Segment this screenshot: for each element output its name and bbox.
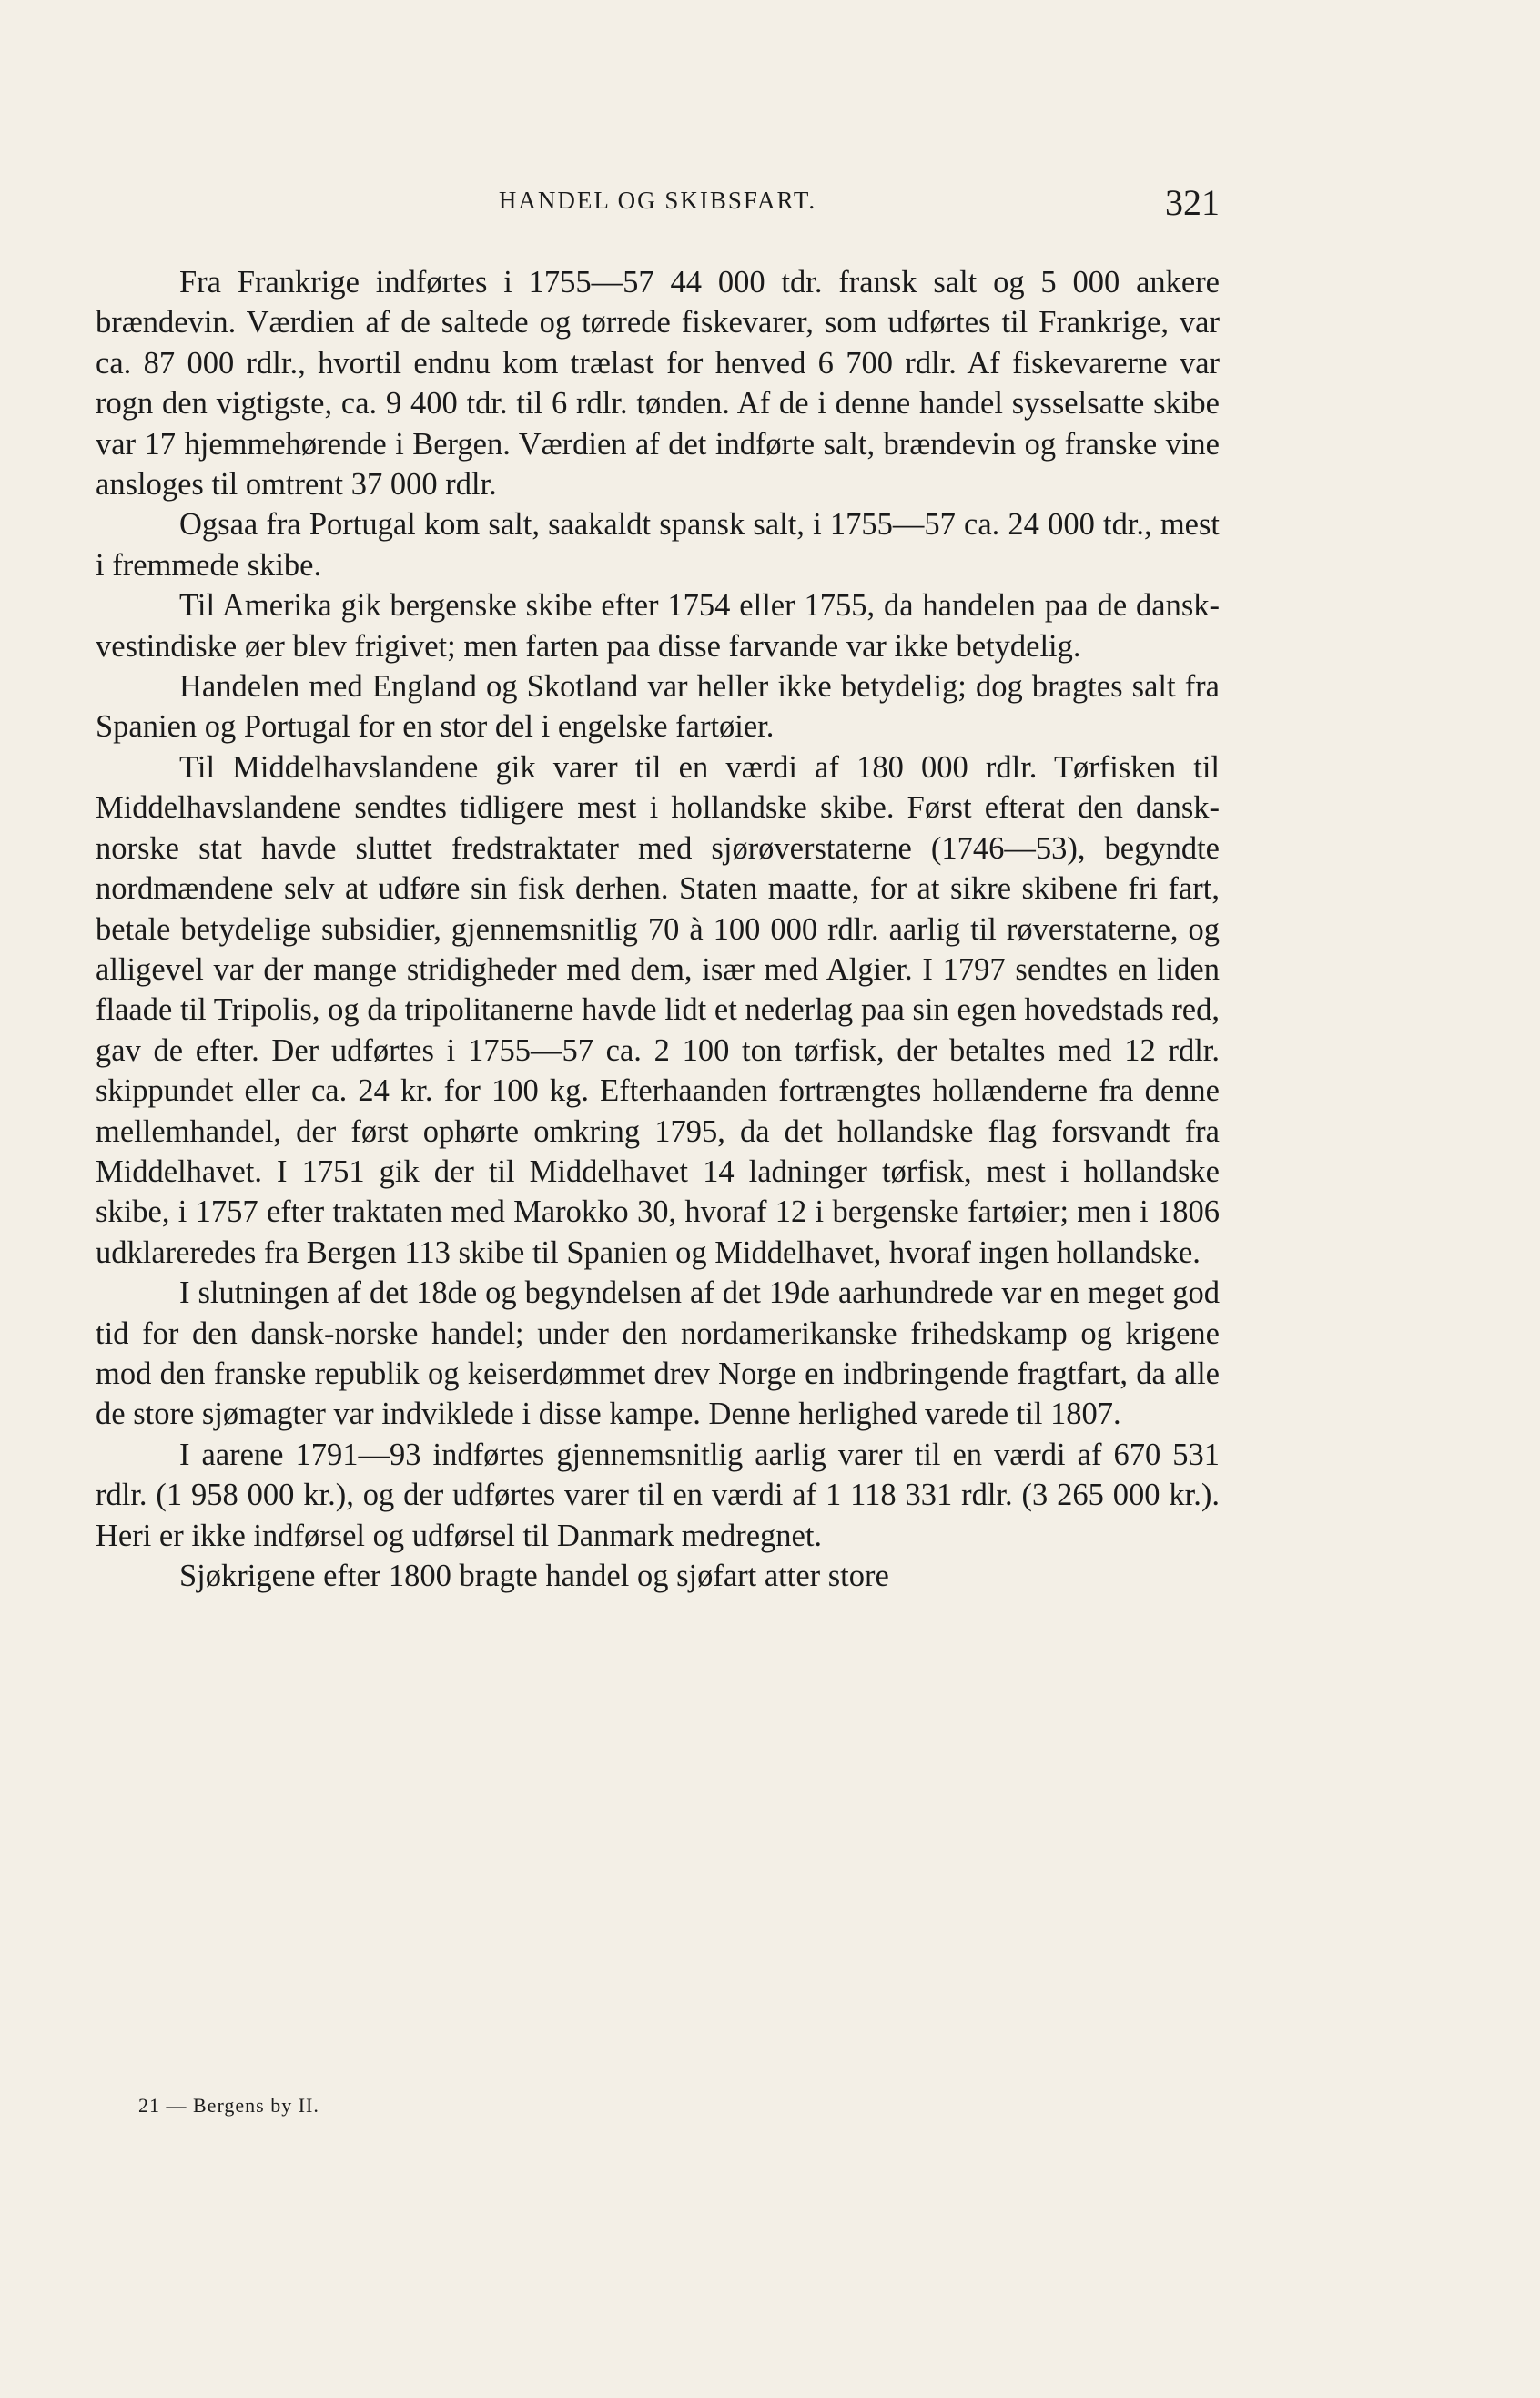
paragraph: I slutningen af det 18de og begyndelsen af det 19de aarhundrede var en meget god tid for den dansk-norske handel; under den nordamerikanske frihedskamp og krigene mod den franske republik og keiserdømmet drev Norge en indbringende fragtfart, da alle de store sjømagter var indviklede i disse kampe. Denne herlighed varede til 1807. [96,1275,1220,1432]
paragraph: Fra Frankrige indførtes i 1755—57 44 000 tdr. fransk salt og 5 000 ankere brændevin. Værdien af de saltede og tørrede fiskevarer, som udførtes til Frankrige, var ca. 87 000 rdlr., hvortil endnu kom trælast for henved 6 700 rdlr. Af fiskevarerne var rogn den vigtigste, ca. 9 400 tdr. til 6 rdlr. tønden. Af de i denne handel sysselsatte skibe var 17 hjemmehørende i Bergen. Værdien af det indførte salt, brændevin og franske vine ansloges til omtrent 37 000 rdlr. [96,265,1220,503]
paragraph: Til Amerika gik bergenske skibe efter 1754 eller 1755, da handelen paa de dansk-vestindiske øer blev frigivet; men farten paa disse farvande var ikke betydelig. [96,588,1220,664]
running-title: HANDEL OG SKIBSFART. [498,187,817,214]
signature-mark: 21 — Bergens by II. [138,2094,319,2117]
paragraph: I aarene 1791—93 indførtes gjennemsnitlig aarlig varer til en værdi af 670 531 rdlr. (1 958 000 kr.), og der udførtes varer til en værdi af 1 118 331 rdlr. (3 265 000 kr.). Heri er ikke indførsel og udførsel til Danmark medregnet. [96,1437,1220,1553]
paragraph: Sjøkrigene efter 1800 bragte handel og sjøfart atter store [179,1559,889,1593]
page-number: 321 [1165,182,1220,223]
paragraph: Til Middelhavslandene gik varer til en værdi af 180 000 rdlr. Tørfisken til Middelhavslandene sendtes tidligere mest i hollandske skibe. Først efterat den dansk-norske stat havde sluttet fredstraktater med sjørøverstaterne (1746—53), begyndte nordmændene selv at udføre sin fisk derhen. Staten maatte, for at sikre skibene fri fart, betale betydelige subsidier, gjennemsnitlig 70 à 100 000 rdlr. aarlig til røverstaterne, og alligevel var der mange stridigheder med dem, især med Algier. I 1797 sendtes en liden flaade til Tripolis, og da tripolitanerne havde lidt et nederlag paa sin egen hovedstads red, gav de efter. Der udførtes i 1755—57 ca. 2 100 ton tørfisk, der betaltes med 12 rdlr. skippundet eller ca. 24 kr. for 100 kg. Efterhaanden fortrængtes hollænderne fra denne mellemhandel, der først ophørte omkring 1795, da det hollandske flag forsvandt fra Middelhavet. I 1751 gik der til Middelhavet 14 ladninger tørfisk, mest i hollandske skibe, i 1757 efter traktaten med Marokko 30, hvoraf 12 i bergenske fartøier; men i 1806 udklareredes fra Bergen 113 skibe til Spanien og Middelhavet, hvoraf ingen hollandske. [96,749,1220,1270]
body-text [96,262,1220,1596]
paragraph: Handelen med England og Skotland var heller ikke betydelig; dog bragtes salt fra Spanien og Portugal for en stor del i engelske fartøier. [96,669,1220,745]
page-header [96,182,1220,232]
paragraph: Ogsaa fra Portugal kom salt, saakaldt spansk salt, i 1755—57 ca. 24 000 tdr., mest i fremmede skibe. [96,507,1220,583]
